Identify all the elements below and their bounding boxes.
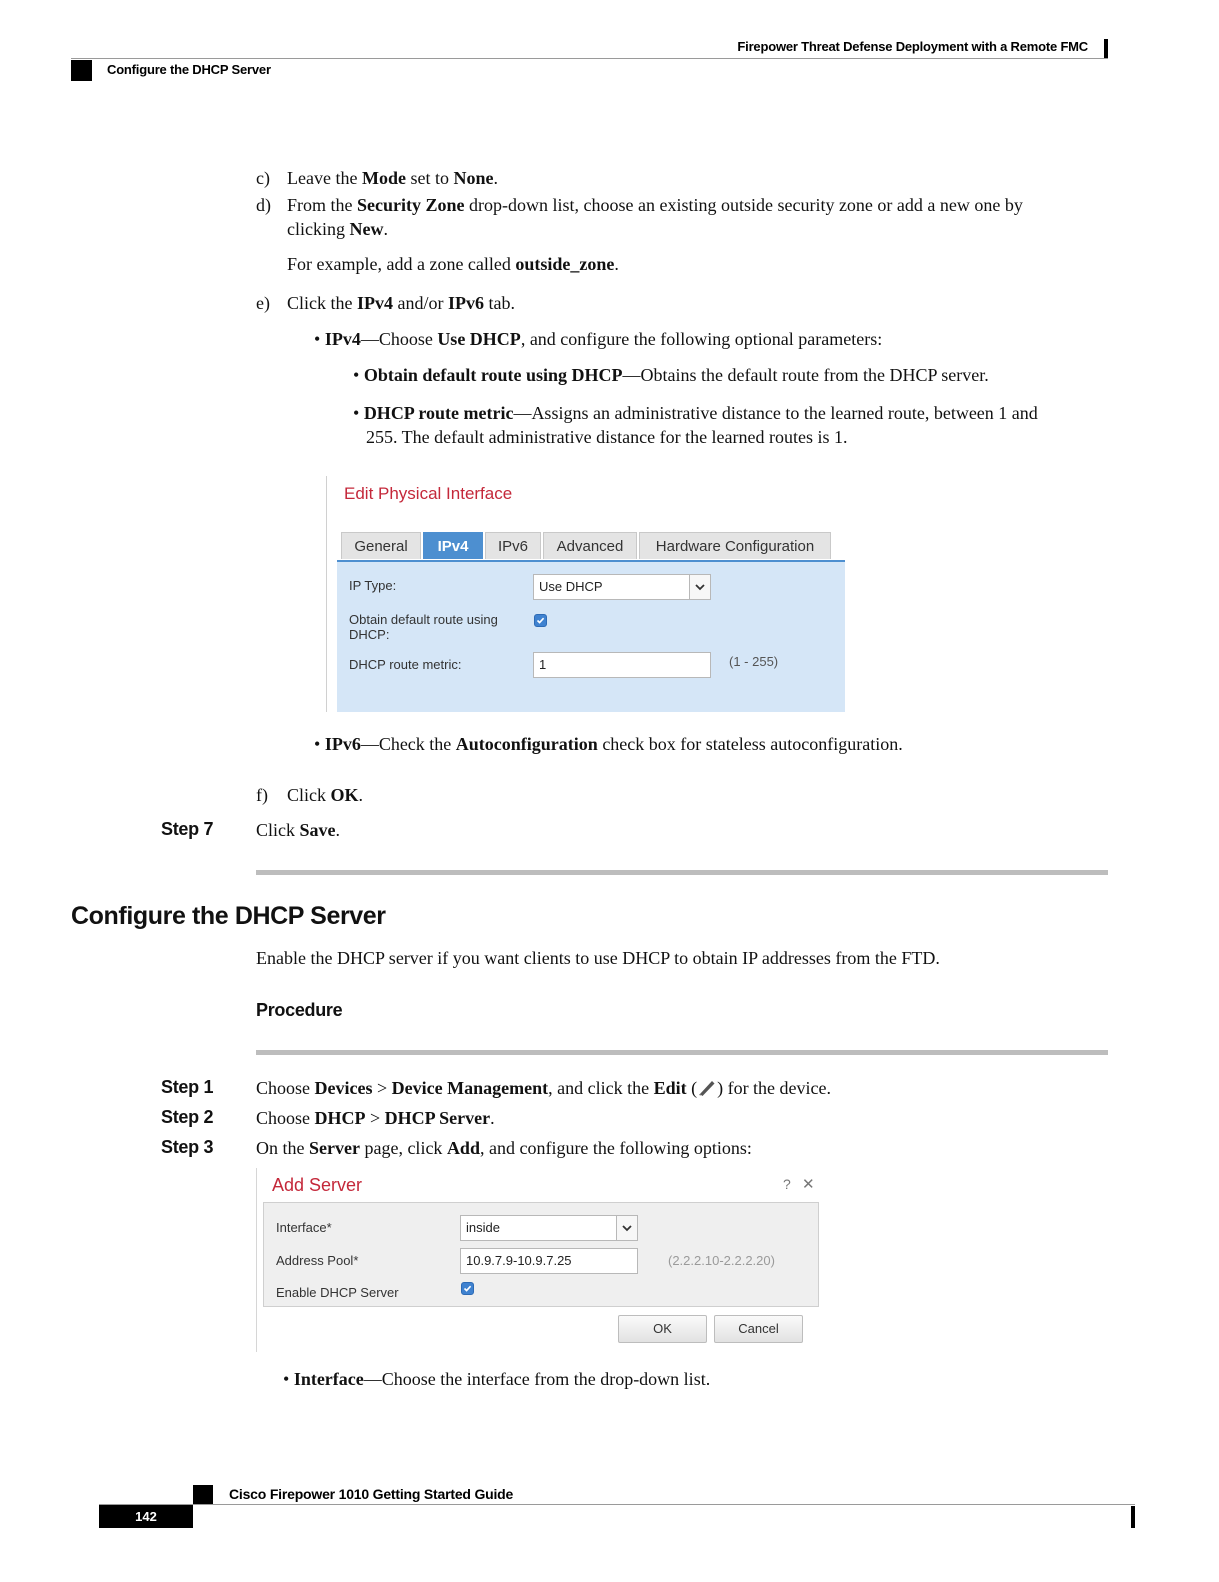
address-pool-hint: (2.2.2.10-2.2.2.20) [668,1253,775,1268]
substep-d: From the Security Zone drop-down list, choose an existing outside security zone or add a new one by clicking New. [287,195,1023,239]
interface-select[interactable]: inside [460,1215,638,1241]
enable-dhcp-checkbox[interactable] [461,1282,474,1295]
ok-button[interactable]: OK [618,1315,707,1343]
substep-c-marker: c) [256,168,270,188]
step-1-label: Step 1 [161,1077,214,1097]
dialog-title: Add Server [272,1175,363,1195]
page-number-box [99,1505,193,1528]
address-pool-label: Address Pool* [276,1253,359,1268]
route-metric-input[interactable]: 1 [533,652,711,678]
header-rule [71,58,1108,59]
tab-hardware-configuration[interactable]: Hardware Configuration [639,532,831,559]
route-metric-range: (1 - 255) [729,654,779,669]
route-metric-bullet: • DHCP route metric—Assigns an administrative distance to the learned route, between 1 and 255. The default administrative distance for the learned routes is 1. [353,403,1038,447]
substep-d-marker: d) [256,195,271,215]
edit-physical-interface-screenshot [326,476,847,712]
step-3-label: Step 3 [161,1137,214,1157]
substep-f-marker: f) [256,785,268,805]
section-marker [71,60,92,81]
step-3: On the Server page, click Add, and configure the following options: [256,1138,752,1158]
footer-marker [193,1485,213,1505]
chevron-down-icon [689,575,710,599]
section-heading: Configure the DHCP Server [71,902,386,930]
ip-type-select[interactable]: Use DHCP [533,574,711,600]
section-intro: Enable the DHCP server if you want clients to use DHCP to obtain IP addresses from the FTD. [256,948,940,968]
header-marker [1104,39,1108,58]
help-icon[interactable]: ? [783,1176,791,1192]
running-section-title: Configure the DHCP Server [107,62,271,77]
ipv6-bullet: • IPv6—Check the Autoconfiguration check box for stateless autoconfiguration. [314,734,903,754]
substep-f: Click OK. [287,785,364,805]
chevron-down-icon [616,1216,637,1240]
ipv4-bullet: • IPv4—Choose Use DHCP, and configure the following optional parameters: [314,329,883,349]
footer-rule [99,1504,1135,1505]
procedure-divider [256,1050,1108,1055]
tab-bar [337,530,845,563]
obtain-route-label: Obtain default route using DHCP: [349,612,498,642]
tab-advanced[interactable]: Advanced [543,532,637,559]
substep-c: Leave the Mode set to None. [287,168,498,188]
add-server-form [263,1202,819,1307]
dialog-title: Edit Physical Interface [344,484,513,503]
obtain-route-bullet: • Obtain default route using DHCP—Obtains the default route from the DHCP server. [353,365,989,385]
route-metric-label: DHCP route metric: [349,657,462,672]
tab-ipv6[interactable]: IPv6 [485,532,541,559]
procedure-heading: Procedure [256,1000,343,1020]
checkmark-icon [462,1283,473,1294]
interface-bullet: • Interface—Choose the interface from the drop-down list. [283,1369,711,1389]
step-2: Choose DHCP > DHCP Server. [256,1108,495,1128]
running-header-title: Firepower Threat Defense Deployment with a Remote FMC [737,39,1088,54]
step-7: Click Save. [256,820,340,840]
interface-label: Interface* [276,1220,332,1235]
obtain-route-checkbox[interactable] [534,614,547,627]
section-divider [256,870,1108,875]
substep-d-example: For example, add a zone called outside_zone. [287,254,619,274]
enable-dhcp-label: Enable DHCP Server [276,1285,399,1300]
step-2-label: Step 2 [161,1107,214,1127]
checkmark-icon [535,615,546,626]
ipv4-panel [337,562,845,712]
step-7-label: Step 7 [161,819,214,839]
pencil-edit-icon [697,1078,717,1096]
substep-e: Click the IPv4 and/or IPv6 tab. [287,293,515,313]
address-pool-input[interactable]: 10.9.7.9-10.9.7.25 [460,1248,638,1274]
substep-e-marker: e) [256,293,270,313]
add-server-screenshot [256,1168,821,1352]
tab-general[interactable]: General [341,532,421,559]
page-number: 142 [135,1509,157,1524]
step-1: Choose Devices > Device Management, and click the Edit ( ) for the device. [256,1078,832,1098]
close-icon[interactable]: ✕ [802,1176,815,1193]
footer-guide-title: Cisco Firepower 1010 Getting Started Guide [229,1486,514,1502]
ip-type-label: IP Type: [349,578,397,593]
cancel-button[interactable]: Cancel [714,1315,803,1343]
tab-ipv4[interactable]: IPv4 [423,532,483,559]
footer-end-marker [1131,1506,1135,1528]
